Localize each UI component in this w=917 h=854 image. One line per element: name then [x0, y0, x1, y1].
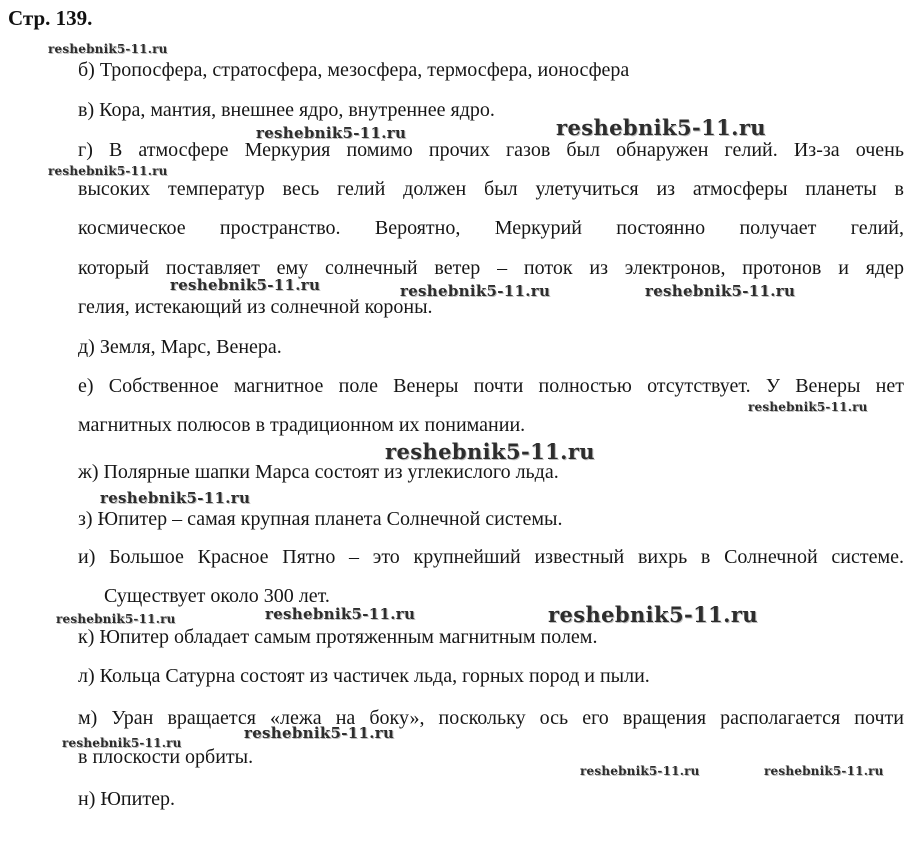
answer-g-line-5: гелия, истекающий из солнечной короны. — [78, 296, 433, 318]
watermark: reshebnik5-11.ru — [48, 42, 168, 56]
watermark: reshebnik5-11.ru — [48, 164, 168, 178]
watermark: reshebnik5-11.ru — [645, 282, 796, 300]
answer-b: б) Тропосфера, стратосфера, мезосфера, термосфера, ионосфера — [78, 59, 630, 81]
watermark: reshebnik5-11.ru — [548, 602, 758, 627]
watermark: reshebnik5-11.ru — [62, 736, 182, 750]
answer-m-line-1: м) Уран вращается «лежа на боку», поскольку ось его вращения располагается почти — [78, 707, 904, 729]
watermark: reshebnik5-11.ru — [556, 115, 766, 140]
watermark: reshebnik5-11.ru — [385, 439, 595, 464]
answer-e-line-1: е) Собственное магнитное поле Венеры почти полностью отсутствует. У Венеры нет — [78, 375, 904, 397]
answer-g-line-4: который поставляет ему солнечный ветер – поток из электронов, протонов и ядер — [78, 257, 904, 279]
watermark: reshebnik5-11.ru — [764, 764, 884, 778]
answer-k: к) Юпитер обладает самым протяженным магнитным полем. — [78, 626, 598, 648]
watermark: reshebnik5-11.ru — [244, 724, 395, 742]
answer-d: д) Земля, Марс, Венера. — [78, 336, 282, 358]
answer-e-line-2: магнитных полюсов в традиционном их понимании. — [78, 414, 526, 436]
answer-i-line-2: Существует около 300 лет. — [104, 585, 330, 607]
page-title: Стр. 139. — [8, 6, 93, 30]
watermark: reshebnik5-11.ru — [265, 605, 416, 623]
answer-i-line-1: и) Большое Красное Пятно – это крупнейший известный вихрь в Солнечной системе. — [78, 546, 904, 568]
watermark: reshebnik5-11.ru — [400, 282, 551, 300]
watermark: reshebnik5-11.ru — [56, 612, 176, 626]
watermark: reshebnik5-11.ru — [100, 489, 251, 507]
watermark: reshebnik5-11.ru — [580, 764, 700, 778]
watermark: reshebnik5-11.ru — [748, 400, 868, 414]
answer-g-line-3: космическое пространство. Вероятно, Меркурий постоянно получает гелий, — [78, 217, 904, 239]
answer-m-line-2: в плоскости орбиты. — [78, 746, 254, 768]
answer-g-line-2: высоких температур весь гелий должен был улетучиться из атмосферы планеты в — [78, 178, 904, 200]
answer-g-line-1: г) В атмосфере Меркурия помимо прочих газов был обнаружен гелий. Из-за очень — [78, 139, 904, 161]
answer-l: л) Кольца Сатурна состоят из частичек льда, горных пород и пыли. — [78, 665, 650, 687]
answer-n: н) Юпитер. — [78, 788, 175, 810]
watermark: reshebnik5-11.ru — [170, 276, 321, 294]
answer-v: в) Кора, мантия, внешнее ядро, внутреннее ядро. — [78, 99, 495, 121]
answer-z: з) Юпитер – самая крупная планета Солнечной системы. — [78, 508, 563, 530]
answer-zh: ж) Полярные шапки Марса состоят из углекислого льда. — [78, 461, 559, 483]
watermark: reshebnik5-11.ru — [256, 124, 407, 142]
